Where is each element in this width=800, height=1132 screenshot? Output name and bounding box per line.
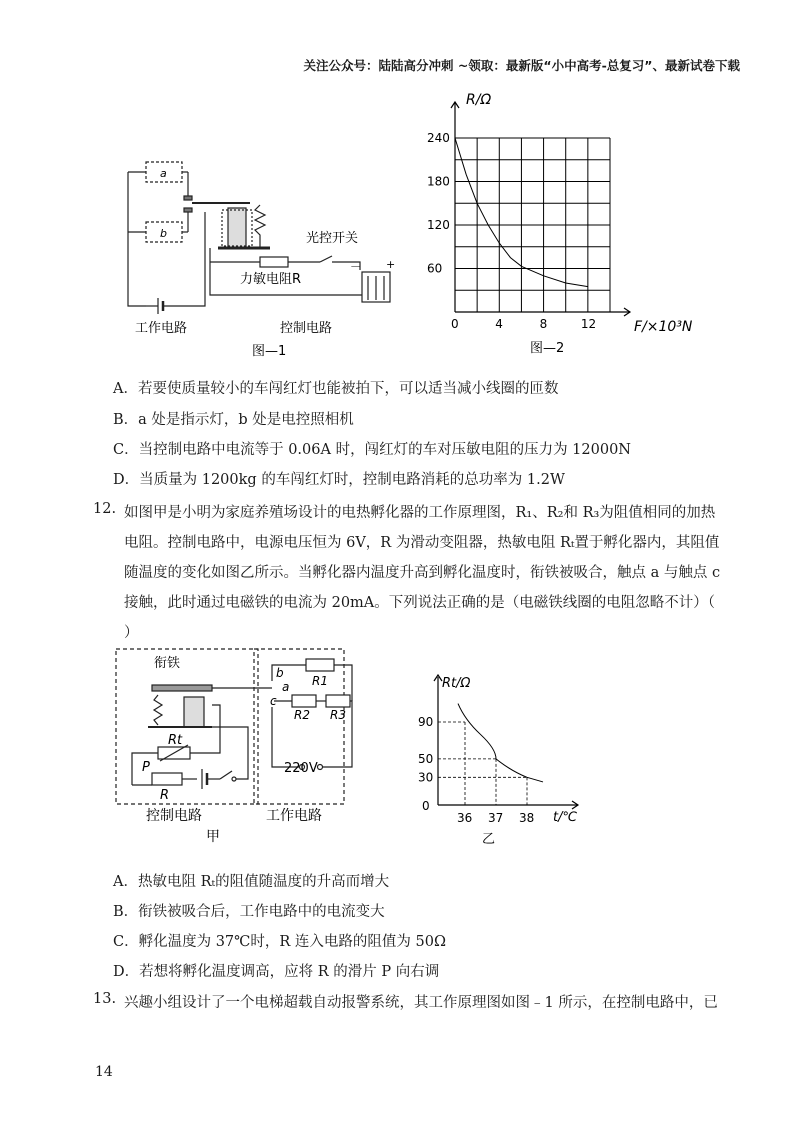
y-tick-label: 180 — [427, 174, 450, 189]
svg-text:－: － — [350, 260, 361, 273]
work-circuit-label: 工作电路 — [266, 808, 322, 824]
y-tick-label: 60 — [427, 261, 443, 276]
q12-option-c: C．孵化温度为 37℃时，R 连入电路的阻值为 50Ω — [113, 934, 446, 950]
q11-option-a: A．若要使质量较小的车闯红灯也能被拍下，可以适当减小线圈的匝数 — [113, 381, 559, 397]
x-tick-label: 0 — [451, 317, 459, 331]
figure-1-circuit — [110, 150, 430, 365]
chart-ylabel: R/Ω — [466, 92, 492, 108]
figure-yi-caption: 乙 — [482, 832, 496, 847]
y-tick-label: 50 — [418, 751, 434, 766]
q11-option-d: D．当质量为 1200kg 的车闯红灯时，控制电路消耗的总功率为 1.2W — [113, 472, 565, 488]
contact-b-label: b — [276, 666, 284, 680]
label-b: b — [160, 227, 167, 240]
q12-line-4: 接触，此时通过电磁铁的电流为 20mA。下列说法正确的是（电磁铁线圈的电阻忽略不计）（ — [124, 595, 716, 611]
q12-line-1: 如图甲是小明为家庭养殖场设计的电热孵化器的工作原理图，R₁、R₂和 R₃为阻值相同的加热 — [124, 505, 716, 521]
q13-line-1: 兴趣小组设计了一个电梯超载自动报警系统，其工作原理图如图﹣1 所示，在控制电路中，已 — [124, 995, 718, 1011]
y-tick-label: 240 — [427, 131, 450, 145]
chart-ticks — [418, 715, 534, 825]
figure-jia-circuit — [112, 645, 412, 855]
q12-option-d: D．若想将孵化温度调高，应将 R 的滑片 P 向右调 — [113, 964, 440, 980]
figure-2-chart — [420, 92, 710, 367]
page-number: 14 — [95, 1064, 113, 1080]
armature-label: 衔铁 — [154, 656, 181, 671]
x-tick-label: 4 — [495, 317, 503, 331]
rt-label: Rt — [168, 733, 183, 748]
x-tick-label: 12 — [580, 317, 597, 331]
control-circuit-label: 控制电路 — [280, 321, 333, 336]
q12-number: 12. — [93, 501, 117, 517]
r3-label: R3 — [330, 708, 346, 722]
q12-line-3: 随温度的变化如图乙所示。当孵化器内温度升高到孵化温度时，衔铁被吸合，触点 a 与触点 c — [124, 565, 721, 581]
sensor-label: 力敏电阻R — [240, 272, 302, 287]
chart-ticks — [427, 131, 596, 331]
page-header: 关注公众号：陆陆高分冲刺 ~领取：最新版“小中高考-总复习”、最新试卷下载 — [303, 58, 740, 73]
figure-2-caption: 图—2 — [530, 341, 565, 356]
control-circuit-label: 控制电路 — [146, 808, 202, 824]
q12-option-b: B．衔铁被吸合后，工作电路中的电流变大 — [113, 904, 385, 920]
q11-option-c: C．当控制电路中电流等于 0.06A 时，闯红灯的车对压敏电阻的压力为 12000N — [113, 442, 631, 458]
chart-ylabel: Rt/Ω — [442, 676, 471, 691]
figure-1-caption: 图—1 — [252, 344, 287, 359]
chart-origin: 0 — [422, 799, 430, 813]
r2-label: R2 — [294, 708, 310, 722]
figure-yi-chart — [408, 665, 608, 850]
q13-number: 13. — [93, 991, 117, 1007]
x-tick-label: 36 — [457, 811, 473, 825]
r1-label: R1 — [312, 674, 328, 688]
p-label: P — [142, 760, 150, 775]
q12-line-2: 电阻。控制电路中，电源电压恒为 6V，R 为滑动变阻器，热敏电阻 Rₜ置于孵化器内，其阻值 — [124, 535, 720, 551]
q11-option-b: B．a 处是指示灯，b 处是电控照相机 — [113, 412, 354, 428]
x-tick-label: 8 — [539, 317, 548, 331]
y-tick-label: 90 — [418, 715, 434, 729]
q12-option-a: A．热敏电阻 Rₜ的阻值随温度的升高而增大 — [113, 874, 390, 890]
voltage-label: 220V — [284, 761, 318, 776]
contact-a-label: a — [282, 680, 290, 694]
light-switch-label: 光控开关 — [306, 231, 359, 246]
chart-xlabel: F/×10³N — [634, 319, 693, 335]
x-tick-label: 38 — [519, 811, 535, 825]
x-tick-label: 37 — [488, 811, 504, 825]
y-tick-label: 120 — [427, 218, 450, 232]
figure-jia-caption: 甲 — [206, 829, 220, 845]
y-tick-label: 30 — [418, 770, 434, 785]
chart-series-line — [458, 704, 543, 782]
q12-line-5: ） — [124, 625, 139, 641]
label-a: a — [160, 167, 167, 180]
chart-xlabel: t/℃ — [553, 810, 578, 825]
work-circuit-label: 工作电路 — [135, 321, 188, 336]
r-label: R — [160, 788, 170, 803]
chart-axes — [451, 102, 630, 316]
work-circuit-box — [254, 649, 344, 804]
contact-c-label: c — [270, 694, 277, 708]
chart-grid — [455, 138, 610, 312]
svg-text:+: + — [386, 258, 396, 271]
